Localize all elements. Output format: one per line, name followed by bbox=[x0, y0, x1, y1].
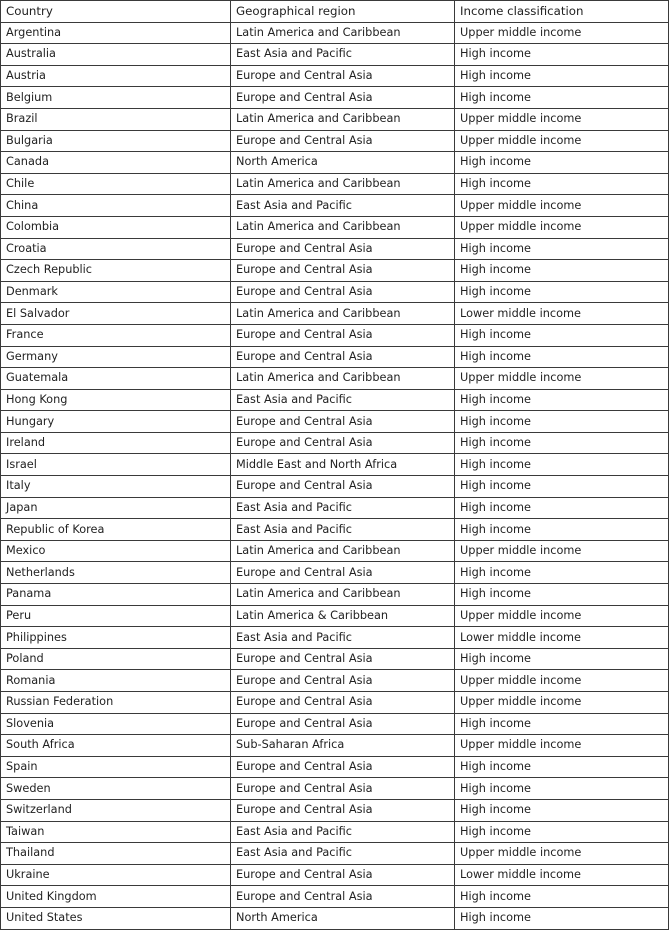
cell-income: High income bbox=[455, 152, 669, 174]
cell-income: High income bbox=[455, 238, 669, 260]
cell-income: Lower middle income bbox=[455, 864, 669, 886]
table-row bbox=[1, 454, 669, 476]
cell-country: Panama bbox=[1, 584, 231, 606]
cell-country: United Kingdom bbox=[1, 886, 231, 908]
cell-income: High income bbox=[455, 324, 669, 346]
cell-income: High income bbox=[455, 476, 669, 498]
cell-country: Russian Federation bbox=[1, 692, 231, 714]
cell-income: High income bbox=[455, 432, 669, 454]
cell-income: Upper middle income bbox=[455, 130, 669, 152]
table-row bbox=[1, 216, 669, 238]
cell-region: Europe and Central Asia bbox=[231, 324, 455, 346]
cell-income: Upper middle income bbox=[455, 108, 669, 130]
cell-region: East Asia and Pacific bbox=[231, 389, 455, 411]
cell-country: Chile bbox=[1, 173, 231, 195]
cell-region: Latin America and Caribbean bbox=[231, 368, 455, 390]
header-income: Income classification bbox=[455, 1, 669, 23]
table-row bbox=[1, 540, 669, 562]
cell-region: Europe and Central Asia bbox=[231, 670, 455, 692]
cell-country: Philippines bbox=[1, 627, 231, 649]
table-row bbox=[1, 432, 669, 454]
cell-region: Sub-Saharan Africa bbox=[231, 735, 455, 757]
cell-region: North America bbox=[231, 907, 455, 929]
cell-country: Thailand bbox=[1, 843, 231, 865]
table-row bbox=[1, 260, 669, 282]
cell-country: France bbox=[1, 324, 231, 346]
table-row bbox=[1, 627, 669, 649]
table-row bbox=[1, 65, 669, 87]
cell-income: Upper middle income bbox=[455, 735, 669, 757]
cell-region: Europe and Central Asia bbox=[231, 411, 455, 433]
cell-country: Republic of Korea bbox=[1, 519, 231, 541]
cell-country: Croatia bbox=[1, 238, 231, 260]
table-row bbox=[1, 670, 669, 692]
cell-region: Europe and Central Asia bbox=[231, 260, 455, 282]
table-row bbox=[1, 519, 669, 541]
table-row bbox=[1, 864, 669, 886]
cell-country: Argentina bbox=[1, 22, 231, 44]
cell-region: North America bbox=[231, 152, 455, 174]
cell-region: Latin America and Caribbean bbox=[231, 216, 455, 238]
cell-income: High income bbox=[455, 454, 669, 476]
cell-country: Japan bbox=[1, 497, 231, 519]
cell-country: Poland bbox=[1, 648, 231, 670]
cell-region: Latin America and Caribbean bbox=[231, 584, 455, 606]
table-row bbox=[1, 713, 669, 735]
table-row bbox=[1, 778, 669, 800]
cell-income: High income bbox=[455, 44, 669, 66]
cell-income: High income bbox=[455, 584, 669, 606]
cell-income: Upper middle income bbox=[455, 368, 669, 390]
cell-region: Latin America and Caribbean bbox=[231, 22, 455, 44]
cell-region: East Asia and Pacific bbox=[231, 843, 455, 865]
table-row bbox=[1, 907, 669, 929]
cell-region: Europe and Central Asia bbox=[231, 648, 455, 670]
table-row bbox=[1, 799, 669, 821]
table-row bbox=[1, 324, 669, 346]
cell-country: Belgium bbox=[1, 87, 231, 109]
cell-region: Europe and Central Asia bbox=[231, 799, 455, 821]
cell-region: Latin America and Caribbean bbox=[231, 540, 455, 562]
cell-income: High income bbox=[455, 65, 669, 87]
cell-income: High income bbox=[455, 713, 669, 735]
cell-income: Upper middle income bbox=[455, 195, 669, 217]
cell-income: Upper middle income bbox=[455, 843, 669, 865]
cell-country: Spain bbox=[1, 756, 231, 778]
cell-income: High income bbox=[455, 519, 669, 541]
table-row bbox=[1, 886, 669, 908]
cell-income: Upper middle income bbox=[455, 670, 669, 692]
table-row bbox=[1, 756, 669, 778]
cell-region: Europe and Central Asia bbox=[231, 476, 455, 498]
table-row bbox=[1, 108, 669, 130]
cell-region: Latin America and Caribbean bbox=[231, 108, 455, 130]
header-country: Country bbox=[1, 1, 231, 23]
cell-region: Latin America and Caribbean bbox=[231, 303, 455, 325]
table-row bbox=[1, 368, 669, 390]
cell-region: East Asia and Pacific bbox=[231, 627, 455, 649]
cell-region: Europe and Central Asia bbox=[231, 87, 455, 109]
cell-country: United States bbox=[1, 907, 231, 929]
cell-income: High income bbox=[455, 907, 669, 929]
table-row bbox=[1, 843, 669, 865]
cell-country: Hungary bbox=[1, 411, 231, 433]
cell-income: High income bbox=[455, 87, 669, 109]
table-row bbox=[1, 87, 669, 109]
cell-country: Sweden bbox=[1, 778, 231, 800]
cell-region: East Asia and Pacific bbox=[231, 44, 455, 66]
cell-region: East Asia and Pacific bbox=[231, 821, 455, 843]
cell-country: Mexico bbox=[1, 540, 231, 562]
cell-region: Europe and Central Asia bbox=[231, 864, 455, 886]
cell-income: High income bbox=[455, 886, 669, 908]
cell-country: Brazil bbox=[1, 108, 231, 130]
cell-country: Guatemala bbox=[1, 368, 231, 390]
table-row bbox=[1, 584, 669, 606]
table-row bbox=[1, 389, 669, 411]
cell-income: Upper middle income bbox=[455, 216, 669, 238]
cell-country: Hong Kong bbox=[1, 389, 231, 411]
cell-country: Switzerland bbox=[1, 799, 231, 821]
cell-income: Upper middle income bbox=[455, 692, 669, 714]
table-row bbox=[1, 476, 669, 498]
table-body bbox=[1, 22, 669, 929]
cell-region: East Asia and Pacific bbox=[231, 195, 455, 217]
cell-country: Colombia bbox=[1, 216, 231, 238]
table-row bbox=[1, 152, 669, 174]
cell-income: High income bbox=[455, 648, 669, 670]
cell-income: Lower middle income bbox=[455, 303, 669, 325]
cell-region: East Asia and Pacific bbox=[231, 519, 455, 541]
cell-country: Ukraine bbox=[1, 864, 231, 886]
cell-country: Israel bbox=[1, 454, 231, 476]
cell-country: Czech Republic bbox=[1, 260, 231, 282]
cell-income: High income bbox=[455, 799, 669, 821]
table-row bbox=[1, 281, 669, 303]
cell-income: High income bbox=[455, 497, 669, 519]
cell-income: High income bbox=[455, 756, 669, 778]
cell-income: High income bbox=[455, 260, 669, 282]
cell-region: Europe and Central Asia bbox=[231, 886, 455, 908]
table-row bbox=[1, 346, 669, 368]
cell-region: Latin America & Caribbean bbox=[231, 605, 455, 627]
table-row bbox=[1, 173, 669, 195]
table-row bbox=[1, 238, 669, 260]
cell-country: China bbox=[1, 195, 231, 217]
cell-country: Ireland bbox=[1, 432, 231, 454]
cell-income: High income bbox=[455, 346, 669, 368]
table-row bbox=[1, 44, 669, 66]
cell-income: High income bbox=[455, 821, 669, 843]
cell-region: Europe and Central Asia bbox=[231, 778, 455, 800]
cell-region: Europe and Central Asia bbox=[231, 713, 455, 735]
cell-income: Lower middle income bbox=[455, 627, 669, 649]
cell-country: Germany bbox=[1, 346, 231, 368]
cell-country: Peru bbox=[1, 605, 231, 627]
table-row bbox=[1, 195, 669, 217]
table-row bbox=[1, 735, 669, 757]
cell-region: Europe and Central Asia bbox=[231, 281, 455, 303]
cell-income: High income bbox=[455, 281, 669, 303]
cell-country: Italy bbox=[1, 476, 231, 498]
cell-region: Latin America and Caribbean bbox=[231, 173, 455, 195]
cell-income: High income bbox=[455, 562, 669, 584]
cell-country: Denmark bbox=[1, 281, 231, 303]
table-row bbox=[1, 130, 669, 152]
cell-country: Australia bbox=[1, 44, 231, 66]
cell-region: Europe and Central Asia bbox=[231, 238, 455, 260]
cell-income: Upper middle income bbox=[455, 605, 669, 627]
table-row bbox=[1, 648, 669, 670]
cell-region: Europe and Central Asia bbox=[231, 562, 455, 584]
cell-country: Bulgaria bbox=[1, 130, 231, 152]
cell-income: High income bbox=[455, 173, 669, 195]
cell-region: Europe and Central Asia bbox=[231, 756, 455, 778]
header-row bbox=[1, 1, 669, 23]
table-row bbox=[1, 692, 669, 714]
table-row bbox=[1, 411, 669, 433]
table-row bbox=[1, 821, 669, 843]
cell-income: High income bbox=[455, 389, 669, 411]
cell-region: East Asia and Pacific bbox=[231, 497, 455, 519]
cell-income: High income bbox=[455, 411, 669, 433]
header-region: Geographical region bbox=[231, 1, 455, 23]
cell-region: Europe and Central Asia bbox=[231, 65, 455, 87]
cell-income: Upper middle income bbox=[455, 22, 669, 44]
table-row bbox=[1, 562, 669, 584]
cell-region: Europe and Central Asia bbox=[231, 346, 455, 368]
cell-region: Middle East and North Africa bbox=[231, 454, 455, 476]
table-row bbox=[1, 605, 669, 627]
cell-country: Taiwan bbox=[1, 821, 231, 843]
cell-region: Europe and Central Asia bbox=[231, 692, 455, 714]
cell-income: Upper middle income bbox=[455, 540, 669, 562]
cell-country: El Salvador bbox=[1, 303, 231, 325]
cell-country: Slovenia bbox=[1, 713, 231, 735]
table-row bbox=[1, 497, 669, 519]
table-row bbox=[1, 303, 669, 325]
cell-country: Romania bbox=[1, 670, 231, 692]
cell-country: Austria bbox=[1, 65, 231, 87]
cell-region: Europe and Central Asia bbox=[231, 130, 455, 152]
cell-country: South Africa bbox=[1, 735, 231, 757]
cell-country: Netherlands bbox=[1, 562, 231, 584]
cell-country: Canada bbox=[1, 152, 231, 174]
cell-income: High income bbox=[455, 778, 669, 800]
table-row bbox=[1, 22, 669, 44]
cell-region: Europe and Central Asia bbox=[231, 432, 455, 454]
